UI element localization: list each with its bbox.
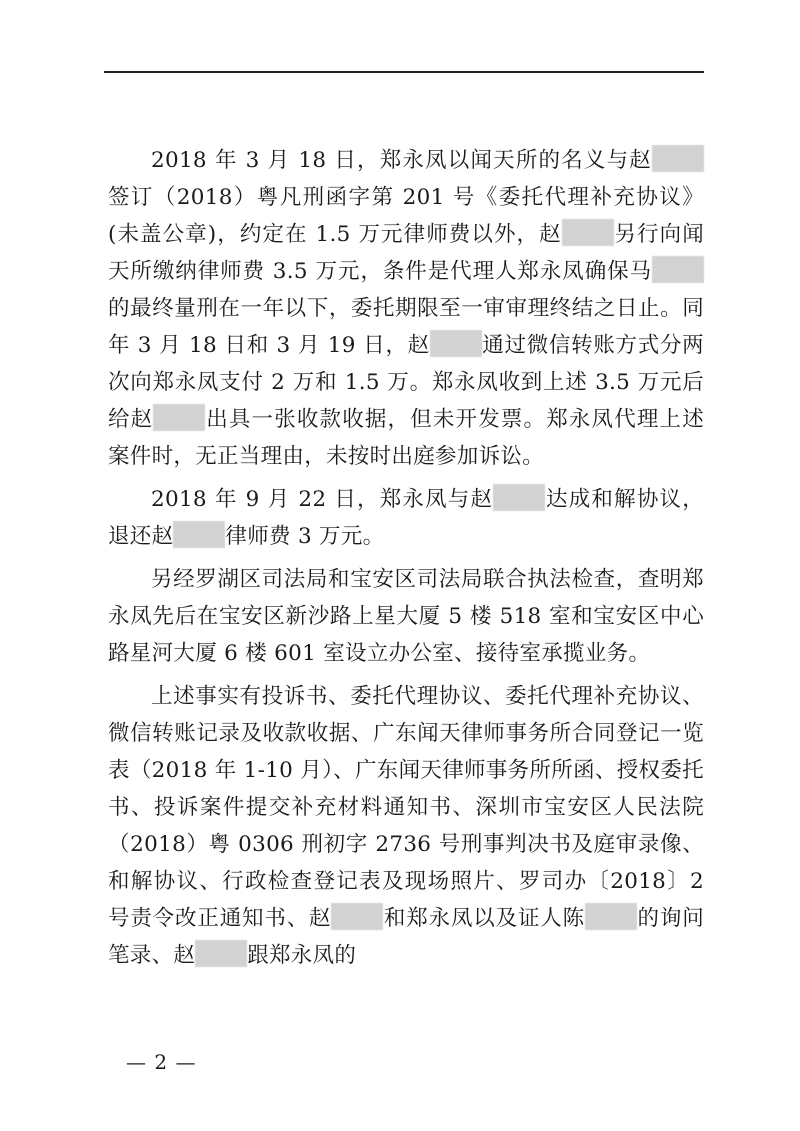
text-segment: 的询问笔录、赵 bbox=[108, 906, 704, 968]
text-segment: 签订（2018）粤凡刑函字第 201 号《委托代理补充协议》(未盖公章)，约定在 1.5 万元律师费以外，赵 bbox=[108, 185, 704, 247]
paragraph-3 bbox=[108, 561, 704, 672]
paragraph-2 bbox=[108, 481, 704, 555]
text-segment: 2018 年 9 月 22 日，郑永凤与赵 bbox=[151, 487, 494, 512]
text-segment: 和郑永凤以及证人陈 bbox=[383, 906, 585, 931]
redacted-name-block bbox=[173, 521, 225, 548]
paragraph-4 bbox=[108, 678, 704, 974]
header-rule bbox=[104, 71, 704, 73]
text-segment: 2018 年 3 月 18 日，郑永凤以闻天所的名义与赵 bbox=[151, 148, 652, 173]
document-body bbox=[108, 142, 704, 974]
page-number: — 2 — bbox=[126, 1050, 197, 1074]
paragraph-1 bbox=[108, 142, 704, 475]
redacted-name-block bbox=[562, 219, 614, 246]
redacted-name-block bbox=[585, 903, 637, 930]
text-segment: 通过微信转账方式分两次向郑永凤支付 2 万和 1.5 万。郑永凤收到上述 3.5 万元后给赵 bbox=[108, 333, 704, 432]
text-segment: 出具一张收款收据，但未开发票。郑永凤代理上述案件时，无正当理由，未按时出庭参加诉讼。 bbox=[108, 407, 704, 469]
text-segment: 的最终量刑在一年以下，委托期限至一审审理终结之日止。同年 3 月 18 日和 3 月 19 日，赵 bbox=[108, 296, 704, 358]
redacted-name-block bbox=[493, 484, 545, 511]
text-segment: 上述事实有投诉书、委托代理协议、委托代理补充协议、微信转账记录及收款收据、广东闻天律师事务所合同登记一览表（2018 年 1-10 月）、广东闻天律师事务所所函、授权委托书、投诉案件提交补充材料通知书、深圳市宝安区人民法院（2018）粤 0306 刑初字 2736 号刑事判决书及庭审录像、和解协议、行政检查登记表及现场照片、罗司办〔2018〕2 号责令改正通知书、赵 bbox=[108, 684, 704, 931]
text-segment: 律师费 3 万元。 bbox=[225, 524, 385, 549]
text-segment: 另经罗湖区司法局和宝安区司法局联合执法检查，查明郑永凤先后在宝安区新沙路上星大厦 5 楼 518 室和宝安区中心路星河大厦 6 楼 601 室设立办公室、接待室承揽业务。 bbox=[108, 567, 704, 666]
text-segment: 另行向闻天所缴纳律师费 3.5 万元，条件是代理人郑永凤确保马 bbox=[108, 222, 705, 284]
text-segment: 达成和解协议，退还赵 bbox=[108, 487, 704, 549]
redacted-name-block bbox=[652, 145, 704, 172]
redacted-name-block bbox=[153, 404, 205, 431]
text-segment: 跟郑永凤的 bbox=[247, 943, 357, 968]
redacted-name-block bbox=[652, 256, 704, 283]
redacted-name-block bbox=[430, 330, 482, 357]
redacted-name-block bbox=[195, 940, 247, 967]
redacted-name-block bbox=[331, 903, 383, 930]
